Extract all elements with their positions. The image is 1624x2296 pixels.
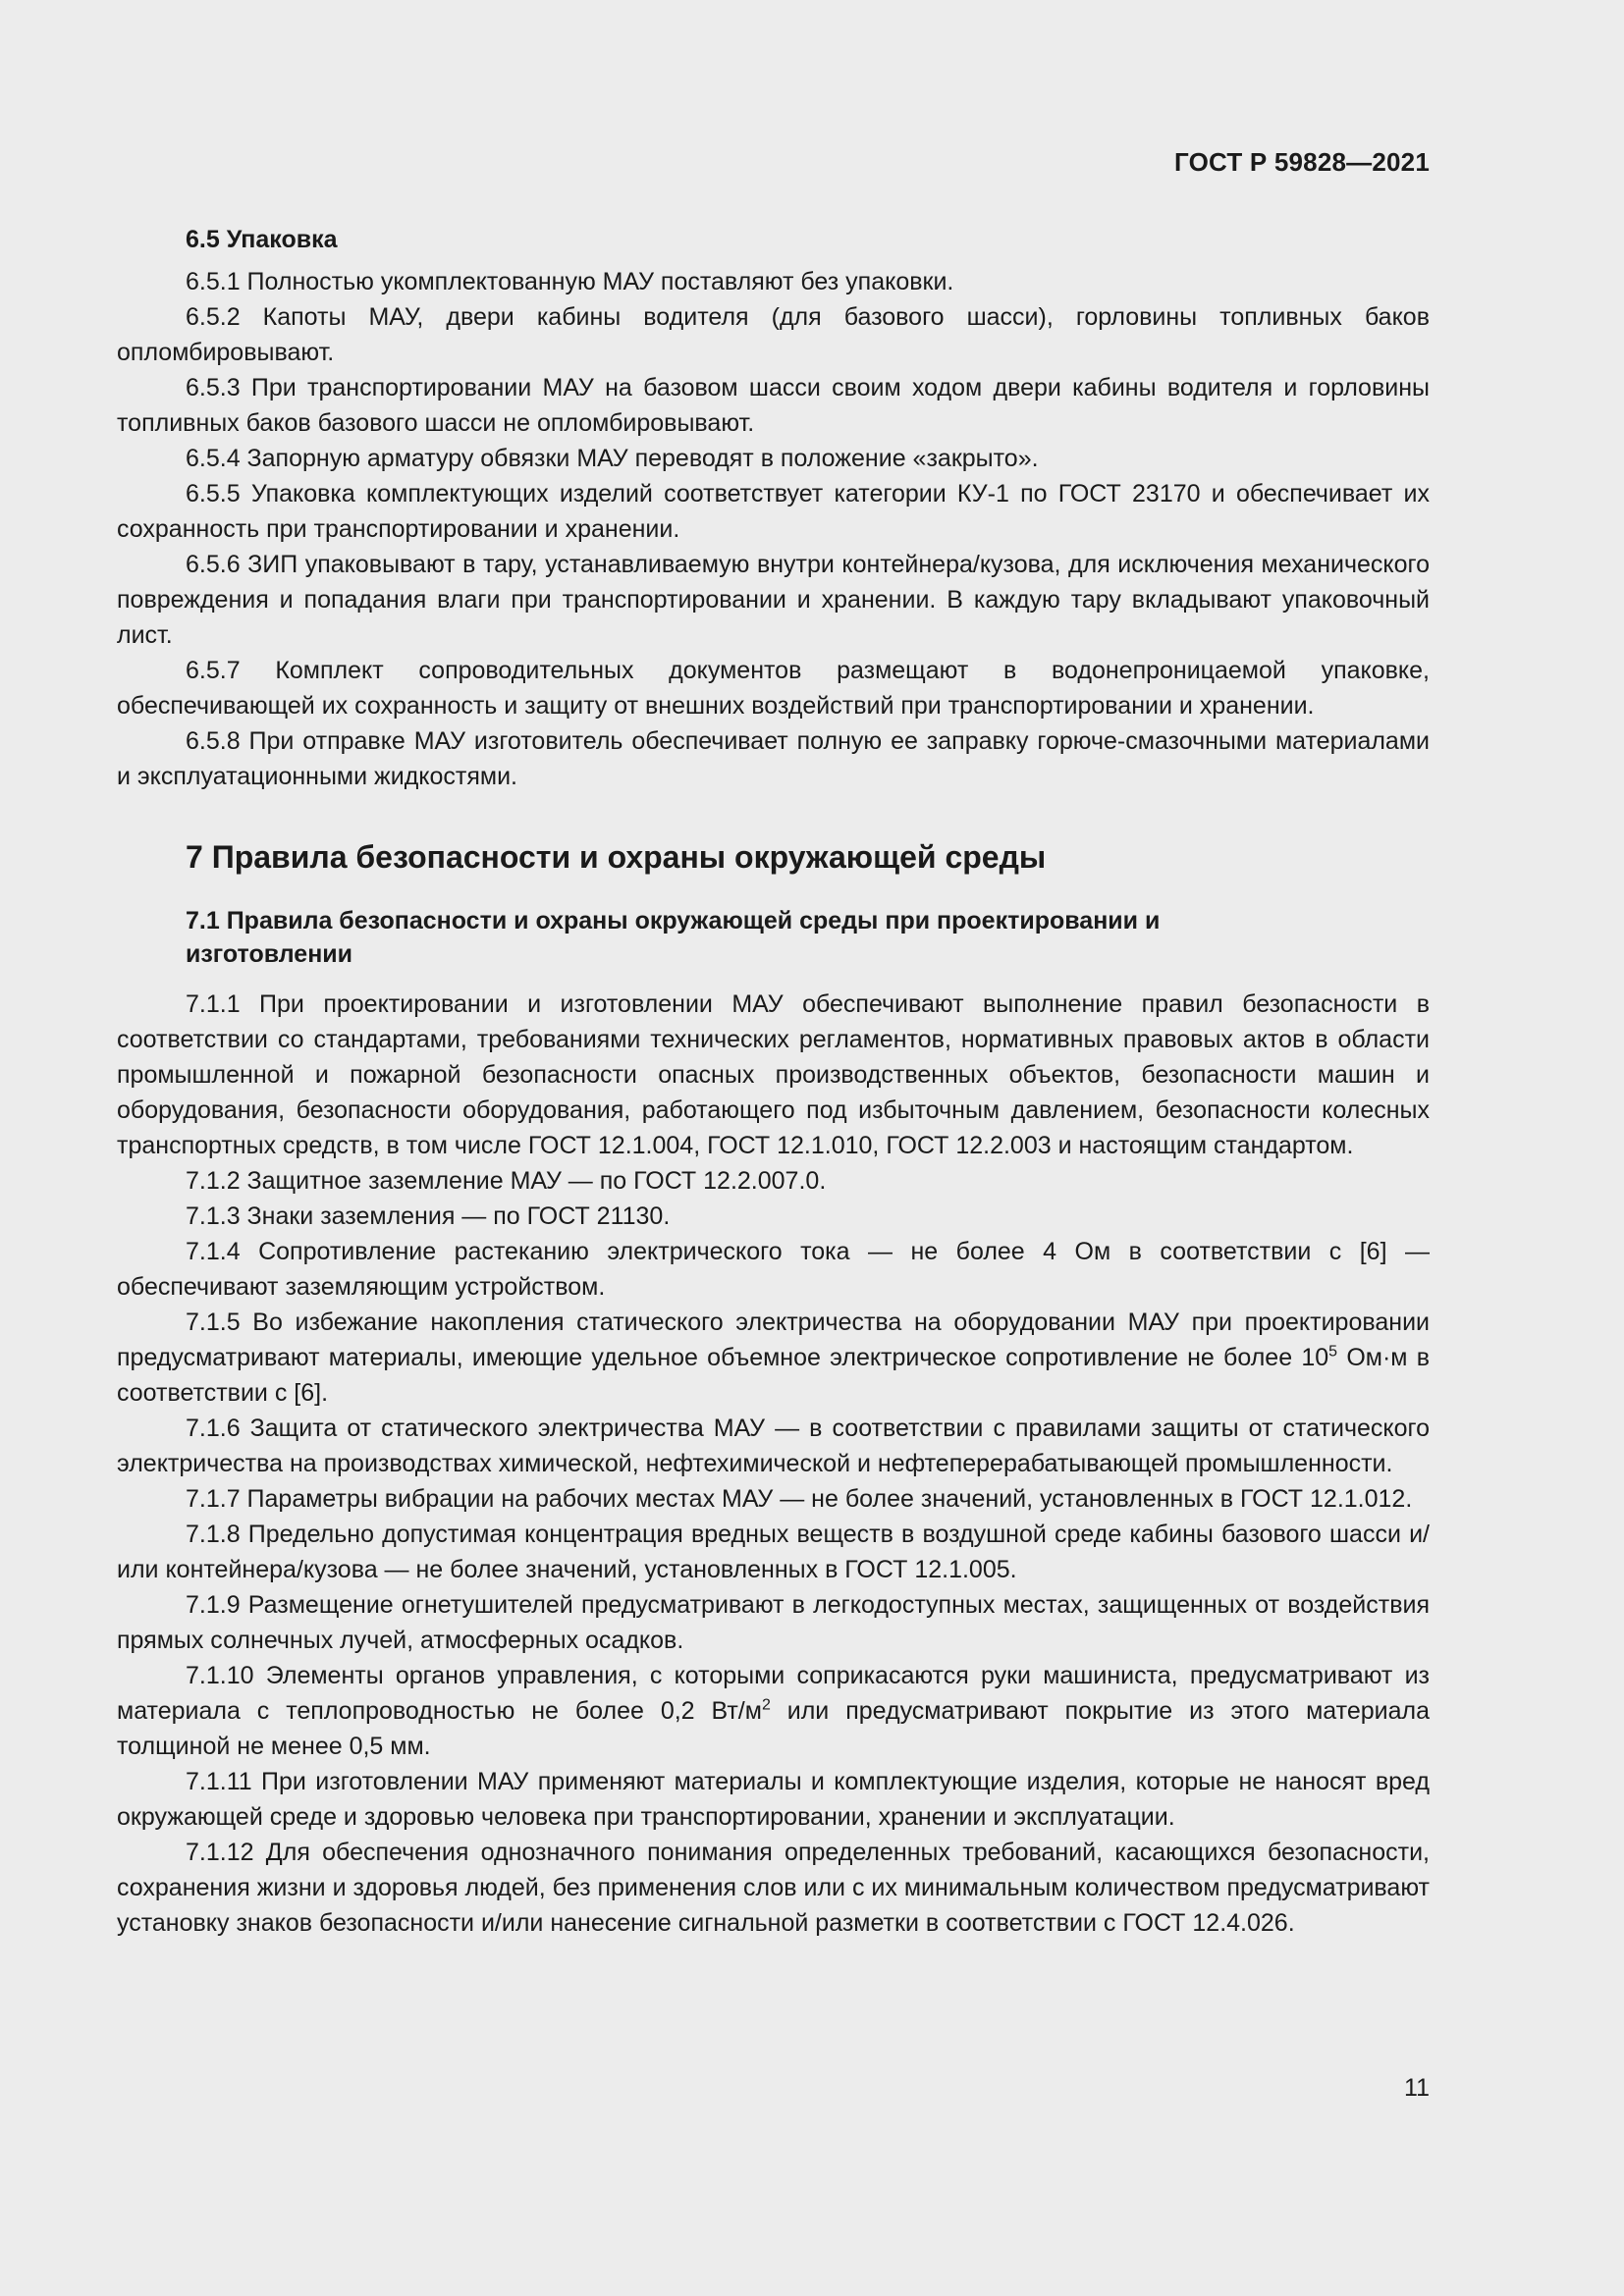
paragraph-7-1-6: 7.1.6 Защита от статического электричества МАУ — в соответствии с правилами защиты от статического электричества на производствах химической, нефтехимической и нефтеперерабатывающей промышленности.: [117, 1415, 1430, 1477]
paragraph-7-1-7: 7.1.7 Параметры вибрации на рабочих местах МАУ — не более значений, установленных в ГОСТ 12.1.012.: [186, 1485, 1413, 1513]
paragraph-7-1-5-text: 7.1.5 Во избежание накопления статического электричества на оборудовании МАУ при проектировании предусматривают материалы, имеющие удельное объемное электрическое сопротивление не более 10: [117, 1308, 1430, 1371]
paragraph-6-5-4: 6.5.4 Запорную арматуру обвязки МАУ переводят в положение «закрыто».: [186, 445, 1039, 472]
exponent: 2: [761, 1696, 771, 1714]
paragraph-7-1-1: 7.1.1 При проектировании и изготовлении МАУ обеспечивают выполнение правил безопасности в соответствии со стандартами, требованиями технических регламентов, нормативных правовых актов в области промышленной и пожарной безопасности опасных производственных объектов, безопасности машин и оборудования, безопасности оборудования, работающего под избыточным давлением, безопасности колесных транспортных средств, в том числе ГОСТ 12.1.004, ГОСТ 12.1.010, ГОСТ 12.2.003 и настоящим стандартом.: [117, 990, 1430, 1159]
document-id: ГОСТ Р 59828—2021: [1174, 147, 1430, 177]
paragraph-6-5-7: 6.5.7 Комплект сопроводительных документов размещают в водонепроницаемой упаковке, обеспечивающей их сохранность и защиту от внешних воздействий при транспортировании и хранении.: [117, 657, 1430, 720]
paragraph-6-5-3: 6.5.3 При транспортировании МАУ на базовом шасси своим ходом двери кабины водителя и горловины топливных баков базового шасси не опломбировывают.: [117, 374, 1430, 437]
paragraph-7-1-5: [117, 1305, 1430, 1411]
exponent: 5: [1328, 1343, 1338, 1361]
subsection-heading-6-5: 6.5 Упаковка: [186, 226, 338, 253]
paragraph-6-5-6: 6.5.6 ЗИП упаковывают в тару, устанавливаемую внутри контейнера/кузова, для исключения механического повреждения и попадания влаги при транспортировании и хранении. В каждую тару вкладывают упаковочный лист.: [117, 551, 1430, 649]
paragraph-7-1-10-text: 7.1.10 Элементы органов управления, с которыми соприкасаются руки машиниста, предусматривают из материала с теплопроводностью не более 0,2 Вт/м: [117, 1662, 1430, 1725]
paragraph-7-1-5-tail: Ом·м в соответствии с [6].: [117, 1344, 1430, 1407]
paragraph-7-1-8: 7.1.8 Предельно допустимая концентрация вредных веществ в воздушной среде кабины базового шасси и/или контейнера/кузова — не более значений, установленных в ГОСТ 12.1.005.: [117, 1521, 1430, 1583]
paragraph-7-1-4: 7.1.4 Сопротивление растеканию электрического тока — не более 4 Ом в соответствии с [6] — обеспечивают заземляющим устройством.: [117, 1238, 1430, 1301]
paragraph-6-5-8: 6.5.8 При отправке МАУ изготовитель обеспечивает полную ее заправку горюче-смазочными материалами и эксплуатационными жидкостями.: [117, 727, 1430, 790]
section-heading-7: 7 Правила безопасности и охраны окружающей среды: [186, 839, 1047, 875]
paragraph-7-1-10: [117, 1658, 1430, 1764]
paragraph-7-1-2: 7.1.2 Защитное заземление МАУ — по ГОСТ 12.2.007.0.: [186, 1167, 827, 1195]
paragraph-7-1-9: 7.1.9 Размещение огнетушителей предусматривают в легкодоступных местах, защищенных от воздействия прямых солнечных лучей, атмосферных осадков.: [117, 1591, 1430, 1654]
paragraph-7-1-12: 7.1.12 Для обеспечения однозначного понимания определенных требований, касающихся безопасности, сохранения жизни и здоровья людей, без применения слов или с их минимальным количеством предусматривают установку знаков безопасности и/или нанесение сигнальной разметки в соответствии с ГОСТ 12.4.026.: [117, 1839, 1430, 1937]
paragraph-6-5-5: 6.5.5 Упаковка комплектующих изделий соответствует категории КУ-1 по ГОСТ 23170 и обеспечивает их сохранность при транспортировании и хранении.: [117, 480, 1430, 543]
paragraph-7-1-3: 7.1.3 Знаки заземления — по ГОСТ 21130.: [186, 1202, 671, 1230]
subsection-heading-7-1: 7.1 Правила безопасности и охраны окружающей среды при проектировании и изготовлении: [186, 907, 1161, 968]
paragraph-7-1-10-tail: или предусматривают покрытие из этого материала толщиной не менее 0,5 мм.: [117, 1697, 1430, 1760]
paragraph-7-1-11: 7.1.11 При изготовлении МАУ применяют материалы и комплектующие изделия, которые не наносят вред окружающей среде и здоровью человека при транспортировании, хранении и эксплуатации.: [117, 1768, 1430, 1831]
paragraph-6-5-2: 6.5.2 Капоты МАУ, двери кабины водителя (для базового шасси), горловины топливных баков опломбировывают.: [117, 303, 1430, 366]
page-number: 11: [1404, 2074, 1430, 2102]
paragraph-6-5-1: 6.5.1 Полностью укомплектованную МАУ поставляют без упаковки.: [186, 268, 954, 295]
page-content: [117, 223, 1430, 1941]
